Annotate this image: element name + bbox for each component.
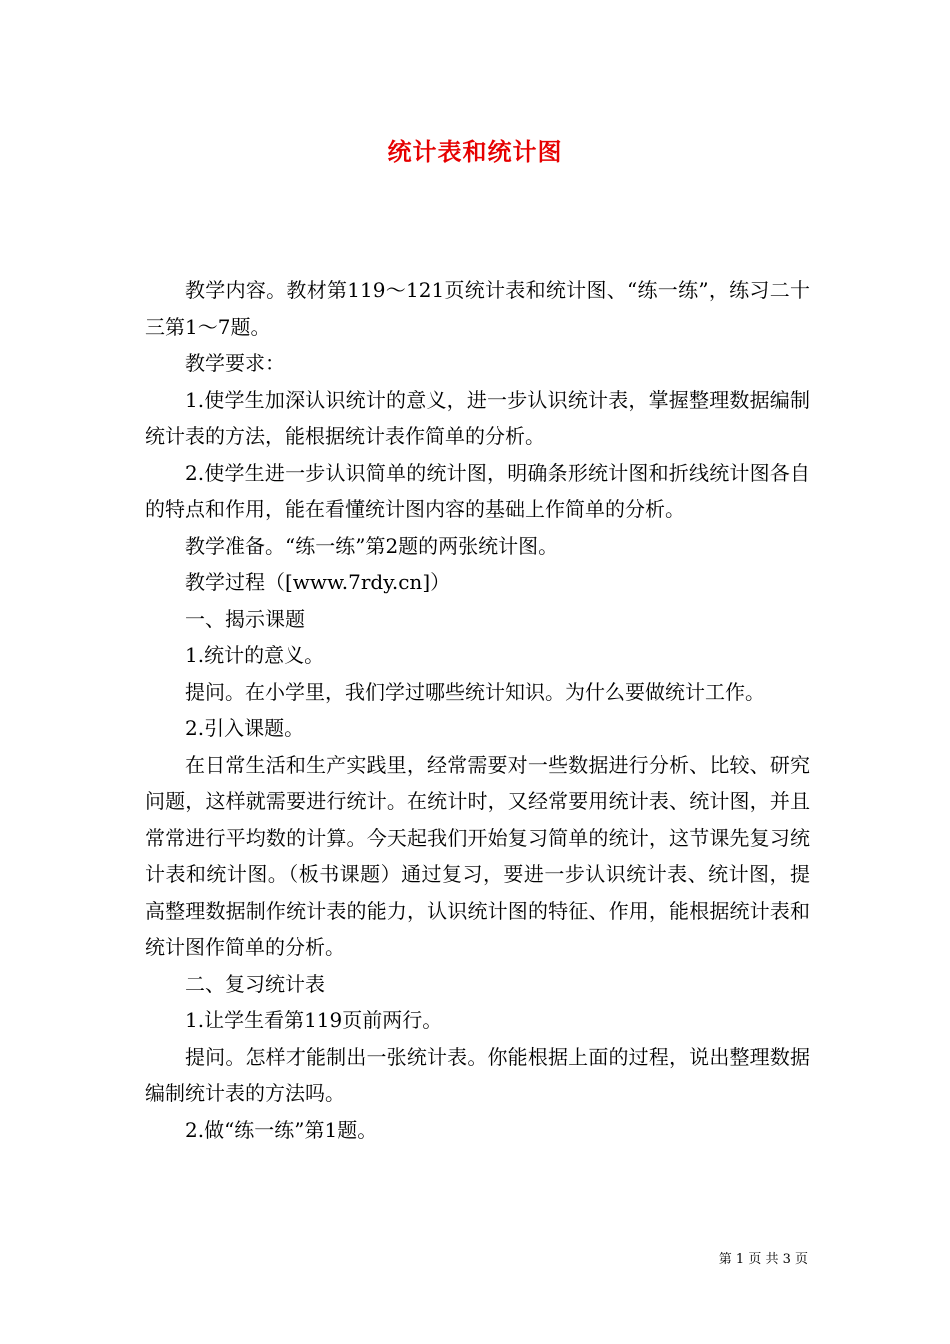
paragraph: 1.让学生看第119页前两行。 [185,1008,443,1032]
section-heading: 一、揭示课题 [185,606,305,631]
paragraph: 提问。在小学里，我们学过哪些统计知识。为什么要做统计工作。 [185,679,765,704]
document-title: 统计表和统计图 [387,137,563,166]
paragraph: 2.引入课题。 [185,716,305,740]
paragraph: 1.使学生加深认识统计的意义，进一步认识统计表，掌握整理数据编制统计表的方法，能根据统计表作简单的分析。 [145,387,810,448]
paragraph: 教学准备。“练一练”第2题的两张统计图。 [185,533,559,558]
paragraph: 1.统计的意义。 [185,643,325,667]
document-body [145,272,810,1148]
paragraph: 教学内容。教材第119～121页统计表和统计图、“练一练”，练习二十三第1～7题。 [145,278,810,339]
paragraph: 在日常生活和生产实践里，经常需要对一些数据进行分析、比较、研究问题，这样就需要进行统计。在统计时，又经常要用统计表、统计图，并且常常进行平均数的计算。今天起我们开始复习简单的统计，这节课先复习统计表和统计图。（板书课题）通过复习，要进一步认识统计表、统计图，提高整理数据制作统计表的能力，认识统计图的特征、作用，能根据统计表和统计图作简单的分析。 [145,752,810,959]
paragraph: 2.使学生进一步认识简单的统计图，明确条形统计图和折线统计图各自的特点和作用，能在看懂统计图内容的基础上作简单的分析。 [145,460,810,521]
paragraph: 教学要求： [185,351,285,375]
paragraph: 2.做“练一练”第1题。 [185,1117,378,1142]
page-number-footer: 第 1 页 共 3 页 [718,1252,808,1267]
paragraph: 提问。怎样才能制出一张统计表。你能根据上面的过程，说出整理数据编制统计表的方法吗。 [145,1044,810,1105]
section-heading: 二、复习统计表 [185,971,325,996]
paragraph: 教学过程（[www.7rdy.cn]） [185,570,451,594]
